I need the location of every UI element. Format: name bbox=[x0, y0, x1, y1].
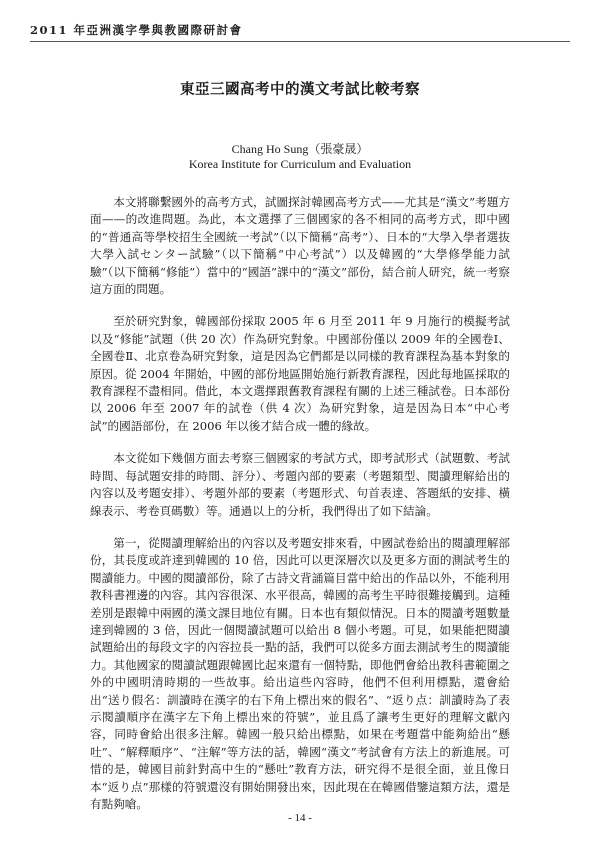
author-name: Chang Ho Sung（張豪晟） bbox=[231, 142, 369, 156]
article-body bbox=[90, 194, 510, 828]
body-paragraph-2: 至於研究對象，韓國部份採取 2005 年 6 月至 2011 年 9 月施行的模擬考試以及“修能”試題（供 20 次）作為研究對象。中國部份僅以 2009 年的全國卷Ⅰ、全國卷Ⅱ、北京卷為研究對象，這是因為它們都是以同樣的教育課程為基本對象的原因。從 2004 年開始，中國的部份地區開始施行新教育課程，因此每地區採取的教育課程不盡相同。借此，本文選擇跟舊教育課程有關的上述三種試卷。日本部份以 2006 年至 2007 年的試卷（供 4 次）為研究對象，這是因為日本“中心考試”的國語部份，在 2006 年以後才結合成一體的緣故。 bbox=[90, 314, 510, 433]
body-paragraph-4: 第一，從閱讀理解給出的內容以及考題安排來看，中國試卷給出的閱讀理解部份，其長度或許達到韓國的 10 倍，因此可以更深層次以及更多方面的測試考生的閱讀能力。中國的閱讀部份，除了古詩文背誦篇目當中給出的作品以外，不能利用教科書裡邊的內容。其內容很深、水平很高，韓國的高考生平時很難接觸到。這種差別是跟韓中兩國的漢文課目地位有關。日本也有類似情況。日本的閱讀考題數量達到韓國的 3 倍，因此一個閱讀試題可以給出 8 個小考題。可見，如果能把閱讀試題給出的每段文字的內容拉長一點的話，我們可以從多方面去測試考生的閱讀能力。其他國家的閱讀試題跟韓國比起來還有一個特點，即他們會給出教科書範圍之外的中國明清時期的一些故事。給出這些內容時，他們不但利用標點，還會給出“送り假名：訓讀時在漢字的右下角上標出來的假名”、“返り点：訓讀時為了表示閱讀順序在漢字左下角上標出來的符號”，並且爲了讓考生更好的理解文獻內容，同時會給出很多注解。韓國一般只給出標點，如果在考題當中能夠給出“懸吐”、“解釋順序”、“注解”等方法的話，韓國“漢文”考試會有方法上的新進展。可惜的是，韓國目前針對高中生的“懸吐”教育方法，研究得不是很全面，並且像日本“返り点”那樣的符號還沒有開始開發出來，因此現在在韓國借鑒這類方法，還是有點夠嗆。 bbox=[90, 535, 510, 811]
body-paragraph-1: 本文將聯繫國外的高考方式，試圖探討韓國高考方式——尤其是“漢文”考題方面——的改進問題。為此，本文選擇了三個國家的各不相同的高考方式，即中國的“普通高等學校招生全國統一考試”（以下簡稱“高考”）、日本的“大學入學者選抜 大學入試センター試驗”（以下簡稱“中心考試”）以及韓國的“大學修學能力試驗”（以下簡稱“修能”）當中的“國語”課中的“漢文”部份，結合前人研究，統一考察這方面的問題。 bbox=[90, 195, 510, 297]
header-rule bbox=[30, 41, 570, 42]
article-title: 東亞三國高考中的漢文考試比較考察 bbox=[180, 81, 420, 98]
body-paragraph-3: 本文從如下幾個方面去考察三個國家的考試方式，即考試形式（試題數、考試時間、每試題安排的時間、評分）、考題內部的要素（考題類型、閱讀理解給出的內容以及考題安排）、考題外部的要素（考題形式、句首表達、答題紙的安排、橫線表示、考卷頁碼數）等。通過以上的分析，我們得出了如下結論。 bbox=[90, 451, 510, 518]
running-header: 2011 年亞洲漢字學與教國際研討會 bbox=[30, 23, 243, 37]
page-number: - 14 - bbox=[288, 812, 312, 824]
author-affiliation: Korea Institute for Curriculum and Evaluation bbox=[188, 157, 412, 171]
